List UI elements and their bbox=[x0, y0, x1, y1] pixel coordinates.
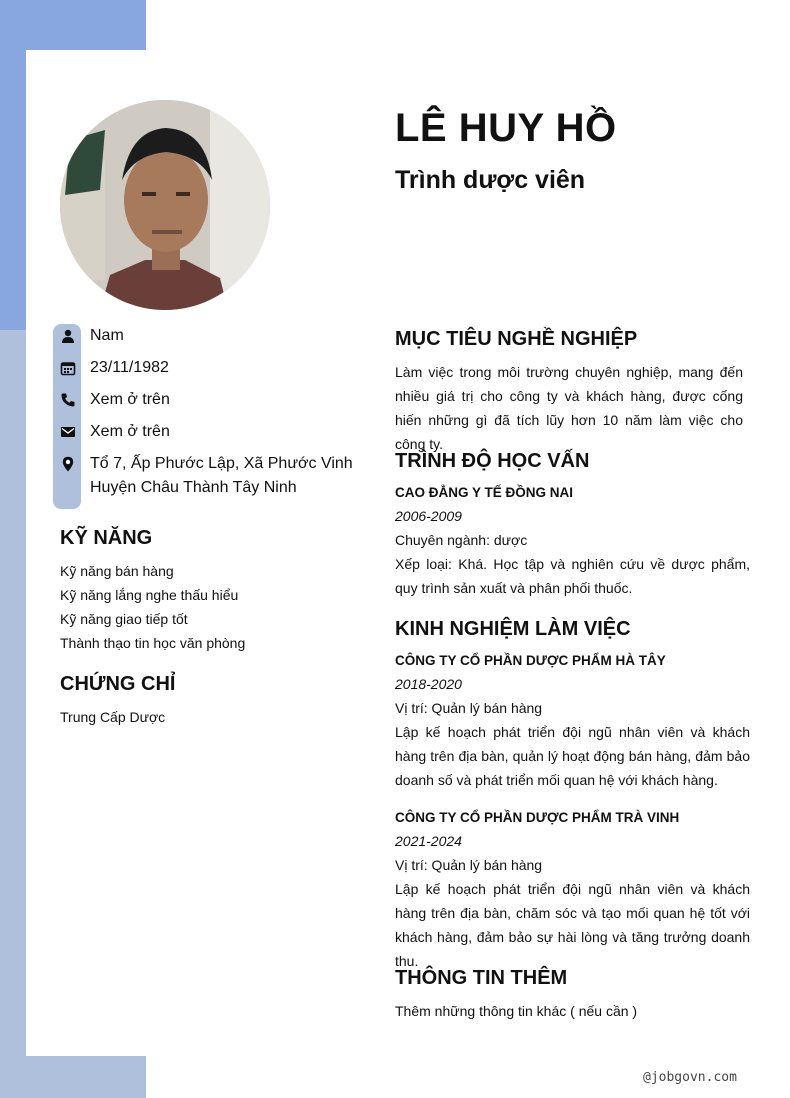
location-pin-icon bbox=[60, 456, 76, 472]
education-major: Chuyên ngành: dược bbox=[395, 532, 528, 548]
job-period: 2021-2024 bbox=[395, 833, 462, 849]
skill-item: Kỹ năng bán hàng bbox=[60, 563, 174, 579]
certificate-item: Trung Cấp Dược bbox=[60, 709, 166, 725]
education-heading: TRÌNH ĐỘ HỌC VẤN bbox=[395, 450, 590, 472]
phone-text: Xem ở trên bbox=[90, 391, 170, 408]
education-period: 2006-2009 bbox=[395, 508, 462, 524]
gender-text: Nam bbox=[90, 327, 124, 344]
skill-item: Thành thạo tin học văn phòng bbox=[60, 635, 246, 651]
additional-heading: THÔNG TIN THÊM bbox=[395, 967, 568, 989]
address-line-2: Huyện Châu Thành Tây Ninh bbox=[90, 479, 297, 496]
job-position: Vị trí: Quản lý bán hàng bbox=[395, 857, 543, 873]
site-watermark: @jobgovn.com bbox=[643, 1070, 737, 1085]
job-company: CÔNG TY CỔ PHẦN DƯỢC PHẨM HÀ TÂY bbox=[395, 653, 666, 668]
job-period: 2018-2020 bbox=[395, 676, 462, 692]
contact-icon-bar bbox=[53, 324, 81, 509]
profile-photo bbox=[60, 100, 270, 310]
certificates-heading: CHỨNG CHỈ bbox=[60, 673, 176, 695]
job-title: Trình dược viên bbox=[395, 166, 586, 194]
school-name: CAO ĐẲNG Y TẾ ĐỒNG NAI bbox=[395, 485, 574, 500]
email-text: Xem ở trên bbox=[90, 423, 170, 440]
job-description: Lập kế hoạch phát triển đội ngũ nhân viên và khách hàng trên địa bàn, chăm sóc và tạo mối quan hệ tốt với khách hàng, đảm bảo sự hài lòng và tăng trưởng doanh thu. bbox=[395, 881, 750, 969]
skill-item: Kỹ năng giao tiếp tốt bbox=[60, 611, 188, 627]
objective-text: Làm việc trong môi trường chuyên nghiệp, mang đến nhiều giá trị cho công ty và khách hàng, được cống hiến những gì đã tích lũy hơn 10 năm làm việc cho công ty. bbox=[395, 364, 743, 452]
additional-text: Thêm những thông tin khác ( nếu cần ) bbox=[395, 1003, 638, 1019]
skill-item: Kỹ năng lắng nghe thấu hiểu bbox=[60, 587, 239, 603]
experience-heading: KINH NGHIỆM LÀM VIỆC bbox=[395, 618, 631, 640]
address-line-1: Tổ 7, Ấp Phước Lập, Xã Phước Vinh bbox=[90, 455, 353, 472]
phone-icon bbox=[60, 392, 76, 408]
education-rank: Xếp loại: Khá. Học tập và nghiên cứu về dược phẩm, quy trình sản xuất và phân phối thuốc. bbox=[395, 556, 750, 596]
job-description: Lập kế hoạch phát triển đội ngũ nhân viên và khách hàng trên địa bàn, quản lý hoạt động bán hàng, đảm bảo doanh số và phát triển mối quan hệ với khách hàng. bbox=[395, 724, 750, 788]
user-icon bbox=[60, 328, 76, 344]
candidate-name: LÊ HUY HỒ bbox=[395, 106, 617, 150]
birthdate-text: 23/11/1982 bbox=[90, 359, 169, 376]
skills-heading: KỸ NĂNG bbox=[60, 527, 153, 549]
job-position: Vị trí: Quản lý bán hàng bbox=[395, 700, 543, 716]
calendar-icon bbox=[60, 360, 76, 376]
mail-icon bbox=[60, 424, 76, 440]
job-company: CÔNG TY CỔ PHẦN DƯỢC PHẨM TRÀ VINH bbox=[395, 810, 680, 825]
objective-heading: MỤC TIÊU NGHỀ NGHIỆP bbox=[395, 328, 638, 350]
